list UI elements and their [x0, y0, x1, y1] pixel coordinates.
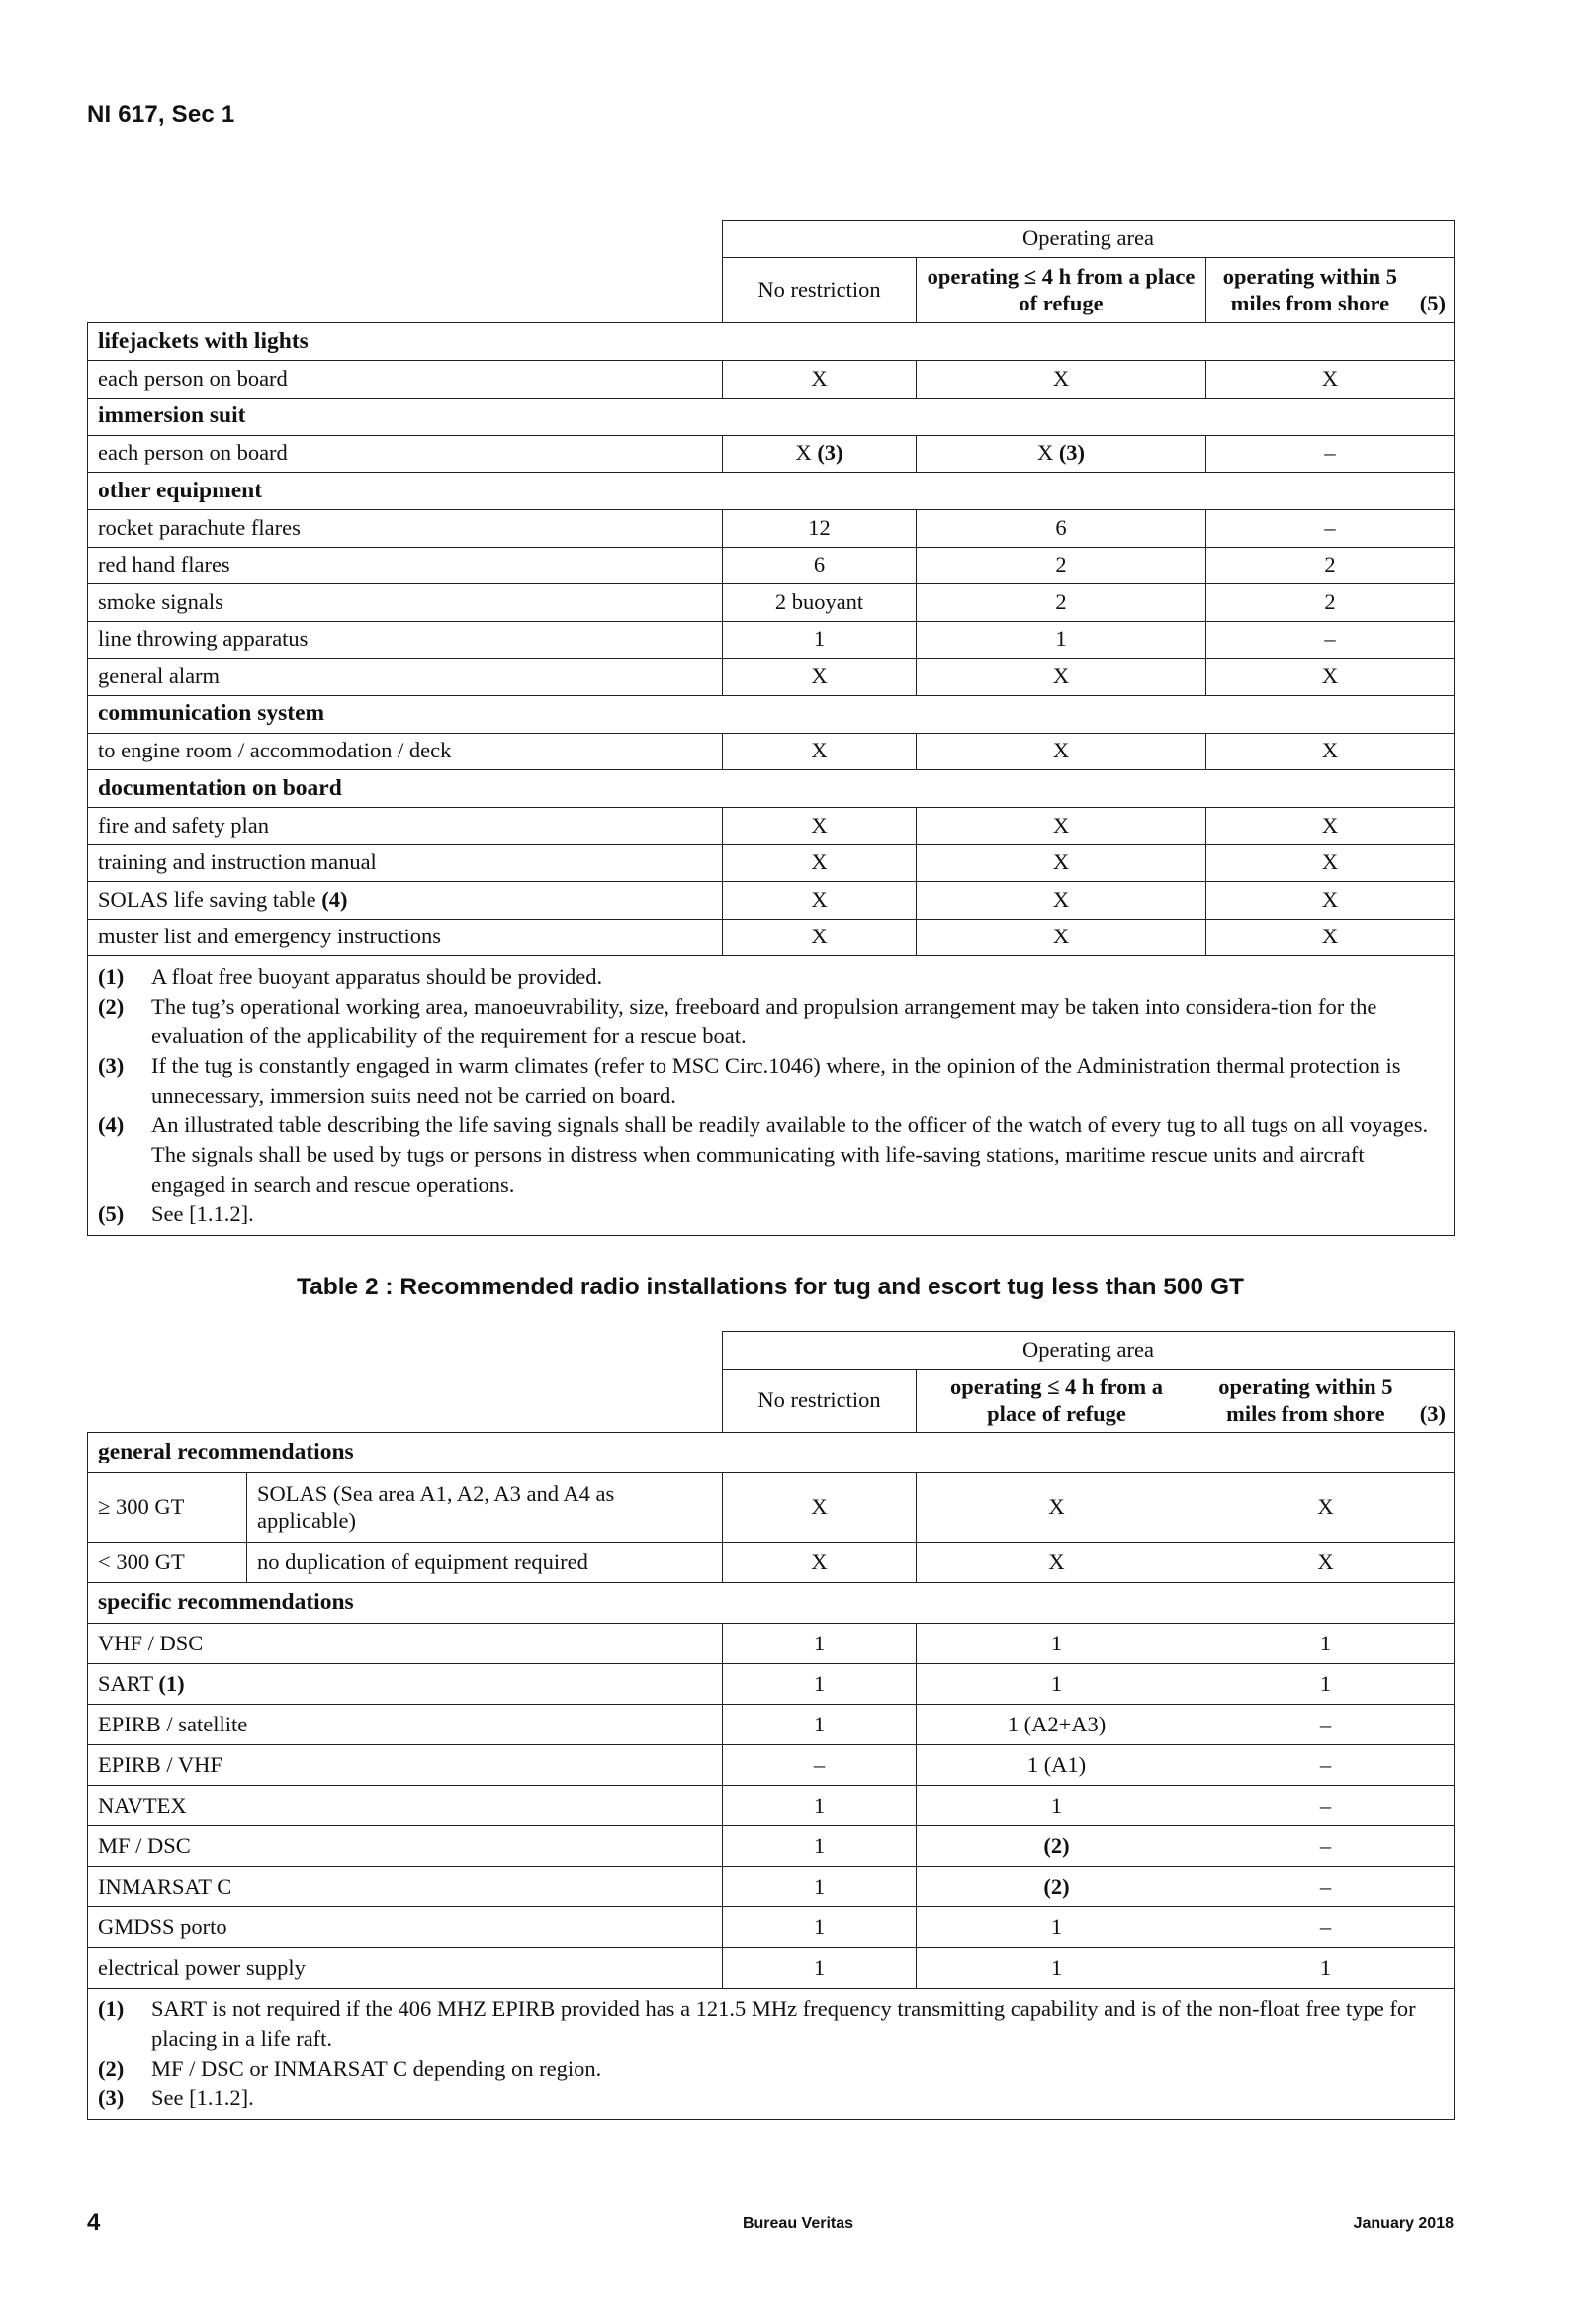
table-row: [88, 659, 1455, 696]
table-cell: X: [1206, 882, 1455, 920]
operating-area-header-2: Operating area: [723, 1332, 1455, 1370]
table-cell: X: [917, 733, 1206, 770]
table-row: [88, 1543, 1455, 1583]
cell-ref: (3): [1058, 440, 1086, 466]
section-title: communication system: [88, 695, 1455, 733]
table-row: [88, 1867, 1455, 1907]
table-cell: –: [1197, 1786, 1455, 1826]
section-title: immersion suit: [88, 398, 1455, 435]
table-cell: –: [1197, 1745, 1455, 1786]
footnote-text: If the tug is constantly engaged in warm climates (refer to MSC Circ.1046) where, in the opinion of the Administration thermal protection is unnecessary, immersion suits need not be carried on board.: [151, 1053, 1401, 1108]
footnote-text: See [1.1.2].: [151, 1201, 254, 1226]
notes-row: [88, 956, 1455, 1236]
table-notes: [88, 1989, 1455, 2120]
row-label: [88, 659, 723, 696]
row-label-ref: (4): [321, 886, 348, 912]
table-cell: 1: [917, 1624, 1197, 1664]
table-cell: (2): [917, 1826, 1197, 1867]
footnote: [98, 1199, 1444, 1229]
table-cell: 6: [723, 547, 917, 584]
table-row: [88, 1705, 1455, 1745]
row-label-text: general alarm: [98, 663, 221, 688]
notes-row: [88, 1989, 1455, 2120]
table-cell: 2: [1206, 547, 1455, 584]
table-row: [88, 1948, 1455, 1989]
row-label: [88, 1786, 723, 1826]
footnote-text: A float free buoyant apparatus should be provided.: [151, 964, 603, 989]
table-cell: 2: [1206, 584, 1455, 622]
table-cell: X: [917, 361, 1206, 399]
table-row: [88, 1826, 1455, 1867]
table-row: [88, 361, 1455, 399]
table-row: [88, 584, 1455, 622]
table-row: [88, 919, 1455, 956]
table-cell: X: [723, 808, 917, 845]
section-row: [88, 398, 1455, 435]
table-row: [88, 510, 1455, 548]
row-label: [88, 808, 723, 845]
footnote-number: (3): [98, 2085, 125, 2110]
table-cell: X: [1197, 1543, 1455, 1583]
section-row: [88, 695, 1455, 733]
row-label-text: INMARSAT C: [98, 1873, 232, 1899]
table-cell: X: [917, 659, 1206, 696]
col2-4h-refuge: operating ≤ 4 h from a place of refuge: [917, 1370, 1197, 1433]
section-row: [88, 770, 1455, 808]
table-cell: X: [1206, 808, 1455, 845]
table-cell: 1: [723, 1948, 917, 1989]
table-row: [88, 435, 1455, 473]
table-cell: 1: [1197, 1664, 1455, 1705]
table-cell: (2): [917, 1867, 1197, 1907]
section-title: lifejackets with lights: [88, 323, 1455, 361]
footnote-number: (2): [98, 2056, 125, 2081]
row-label-text: muster list and emergency instructions: [98, 924, 442, 949]
table-cell: 1: [723, 1624, 917, 1664]
row-label-text: each person on board: [98, 365, 288, 391]
footnote-number: (5): [98, 1201, 125, 1226]
row-label-text: training and instruction manual: [98, 849, 377, 875]
row-label-text: SART: [98, 1670, 153, 1696]
table-cell: X: [723, 1543, 917, 1583]
footnote-number: (4): [98, 1112, 125, 1137]
table-cell: X: [723, 844, 917, 882]
table-cell: 1 (A1): [917, 1745, 1197, 1786]
table-cell: 1: [917, 1786, 1197, 1826]
col2-5-miles-shore: [1197, 1370, 1455, 1433]
table-cell: 1: [723, 1907, 917, 1948]
footnote: [98, 2083, 1444, 2113]
row-label-text: red hand flares: [98, 552, 230, 577]
table-row: [88, 547, 1455, 584]
operating-area-header: Operating area: [723, 221, 1455, 258]
col-5-miles-shore: [1206, 258, 1455, 323]
table-row: [88, 733, 1455, 770]
table-cell: 1: [917, 1664, 1197, 1705]
row-label-text: EPIRB / VHF: [98, 1751, 222, 1777]
table-cell: 1: [917, 1948, 1197, 1989]
cell-ref: (3): [817, 440, 843, 466]
row-label: no duplication of equipment required: [247, 1543, 723, 1583]
row-label-text: SOLAS life saving table: [98, 886, 316, 912]
table-cell: 12: [723, 510, 917, 548]
table-cell: 1: [917, 621, 1206, 659]
row-label: [88, 1664, 723, 1705]
table-cell: –: [1206, 435, 1455, 473]
table-cell: 1: [1197, 1948, 1455, 1989]
table-cell: 1: [723, 1664, 917, 1705]
table-cell: X: [917, 919, 1206, 956]
footnote: [98, 1051, 1444, 1110]
table-row: [88, 1745, 1455, 1786]
row-label: SOLAS (Sea area A1, A2, A3 and A4 as applicable): [247, 1473, 723, 1543]
table-cell: 1: [723, 621, 917, 659]
row-label: [88, 361, 723, 399]
footnote-number: (1): [98, 1996, 125, 2021]
row-label: [88, 1826, 723, 1867]
table-cell: X: [917, 882, 1206, 920]
footnote: [98, 1110, 1444, 1199]
table2-caption: Table 2 : Recommended radio installations for tug and escort tug less than 500 GT: [297, 1274, 1244, 1300]
table-cell: –: [1197, 1705, 1455, 1745]
table-cell: X (3): [917, 435, 1206, 473]
table-cell: X: [917, 844, 1206, 882]
row-label-text: EPIRB / satellite: [98, 1711, 248, 1736]
table-row: [88, 882, 1455, 920]
row-label: [88, 547, 723, 584]
publisher: Bureau Veritas: [742, 2215, 854, 2232]
footnote: [98, 2054, 1444, 2083]
table-row: [88, 1664, 1455, 1705]
footnote-text: See [1.1.2].: [151, 2085, 254, 2110]
table-row: [88, 621, 1455, 659]
row-label-text: line throwing apparatus: [98, 626, 309, 652]
row-label: [88, 584, 723, 622]
table-cell: X: [917, 808, 1206, 845]
life-saving-appliances-table: [87, 220, 1455, 1236]
table-row: [88, 1624, 1455, 1664]
table-cell: 1: [1197, 1624, 1455, 1664]
document-reference: NI 617, Sec 1: [87, 101, 235, 128]
footnote: [98, 992, 1444, 1051]
publication-date: January 2018: [1353, 2215, 1454, 2232]
table-cell: X: [723, 882, 917, 920]
table-row: [88, 1907, 1455, 1948]
section-title: specific recommendations: [88, 1583, 1455, 1624]
footnote-text: MF / DSC or INMARSAT C depending on region.: [151, 2056, 602, 2081]
section-row: [88, 473, 1455, 510]
row-label-text: electrical power supply: [98, 1954, 306, 1980]
radio-installations-table: [87, 1331, 1455, 2120]
table-cell: 1: [723, 1786, 917, 1826]
table-cell: X: [917, 1543, 1197, 1583]
table-cell: X: [1206, 659, 1455, 696]
row-label: [88, 844, 723, 882]
row-label-text: to engine room / accommodation / deck: [98, 738, 452, 763]
section-title: general recommendations: [88, 1433, 1455, 1473]
table-row: [88, 1473, 1455, 1543]
row-label-text: VHF / DSC: [98, 1630, 204, 1655]
row-label-text: GMDSS porto: [98, 1913, 227, 1939]
section-row: [88, 323, 1455, 361]
table-cell: 2: [917, 547, 1206, 584]
row-label: [88, 733, 723, 770]
table-cell: –: [1206, 510, 1455, 548]
table-cell: 1: [917, 1907, 1197, 1948]
col-4h-refuge: operating ≤ 4 h from a place of refuge: [917, 258, 1206, 323]
table-cell: X: [1206, 844, 1455, 882]
gt-threshold: < 300 GT: [88, 1543, 247, 1583]
row-label: [88, 435, 723, 473]
row-label: [88, 1745, 723, 1786]
footnote-number: (3): [98, 1053, 125, 1078]
footnote: [98, 962, 1444, 992]
table-cell: 1: [723, 1826, 917, 1867]
col2-5-miles-ref: (3): [1419, 1400, 1446, 1426]
row-label-text: MF / DSC: [98, 1832, 191, 1858]
section-row: [88, 1583, 1455, 1624]
table-cell: –: [1197, 1907, 1455, 1948]
row-label: [88, 882, 723, 920]
row-label-text: NAVTEX: [98, 1792, 187, 1817]
footnote-text: The tug’s operational working area, manoeuvrability, size, freeboard and propulsion arrangement may be taken into considera-tion for the evaluation of the applicability of the requirement for a rescue boat.: [151, 994, 1377, 1048]
footnote: [98, 1995, 1444, 2054]
table-cell: 2: [917, 584, 1206, 622]
table-cell: X: [1206, 733, 1455, 770]
gt-threshold: ≥ 300 GT: [88, 1473, 247, 1543]
row-label-text: rocket parachute flares: [98, 514, 301, 540]
row-label-text: fire and safety plan: [98, 812, 270, 838]
col-5-miles-ref: (5): [1419, 290, 1446, 315]
row-label: [88, 919, 723, 956]
footnote-number: (2): [98, 994, 125, 1019]
table-cell: X: [1206, 919, 1455, 956]
section-row: [88, 1433, 1455, 1473]
table-cell: 1: [723, 1867, 917, 1907]
row-label-text: each person on board: [98, 440, 288, 466]
table-cell: –: [1197, 1867, 1455, 1907]
section-title: documentation on board: [88, 770, 1455, 808]
row-label: [88, 1907, 723, 1948]
col2-no-restriction: No restriction: [723, 1370, 917, 1433]
row-label: [88, 1624, 723, 1664]
row-label-text: smoke signals: [98, 588, 223, 614]
table-cell: X: [723, 733, 917, 770]
row-label: [88, 1867, 723, 1907]
table-cell: –: [1206, 621, 1455, 659]
footnote-text: SART is not required if the 406 MHZ EPIRB provided has a 121.5 MHz frequency transmitting capability and is of the non-float free type for placing in a life raft.: [151, 1996, 1416, 2051]
table-cell: X: [1197, 1473, 1455, 1543]
table-notes: [88, 956, 1455, 1236]
table-cell: 1 (A2+A3): [917, 1705, 1197, 1745]
table-cell: X: [917, 1473, 1197, 1543]
footnote-number: (1): [98, 964, 125, 989]
table-cell: –: [723, 1745, 917, 1786]
row-label: [88, 1705, 723, 1745]
table-cell: 1: [723, 1705, 917, 1745]
col2-5-miles-label: operating within 5 miles from shore: [1218, 1374, 1393, 1426]
table-cell: 2 buoyant: [723, 584, 917, 622]
table-cell: X: [723, 659, 917, 696]
page-number: 4: [87, 2209, 101, 2236]
table-cell: X: [1206, 361, 1455, 399]
table-cell: X: [723, 361, 917, 399]
row-label-ref: (1): [158, 1670, 185, 1696]
section-title: other equipment: [88, 473, 1455, 510]
table-cell: X: [723, 919, 917, 956]
table-row: [88, 844, 1455, 882]
row-label: [88, 510, 723, 548]
table-cell: X: [723, 1473, 917, 1543]
row-label: [88, 1948, 723, 1989]
footnote-text: An illustrated table describing the life saving signals shall be readily available to the officer of the watch of every tug to all tugs on all voyages. The signals shall be used by tugs or persons in distress when communicating with life-saving stations, maritime rescue units and aircraft engaged in search and rescue operations.: [151, 1112, 1429, 1197]
col-5-miles-label: operating within 5 miles from shore: [1222, 263, 1397, 315]
table-cell: –: [1197, 1826, 1455, 1867]
table-row: [88, 808, 1455, 845]
col-no-restriction: No restriction: [723, 258, 917, 323]
table-cell: X (3): [723, 435, 917, 473]
row-label: [88, 621, 723, 659]
table-cell: 6: [917, 510, 1206, 548]
table-row: [88, 1786, 1455, 1826]
